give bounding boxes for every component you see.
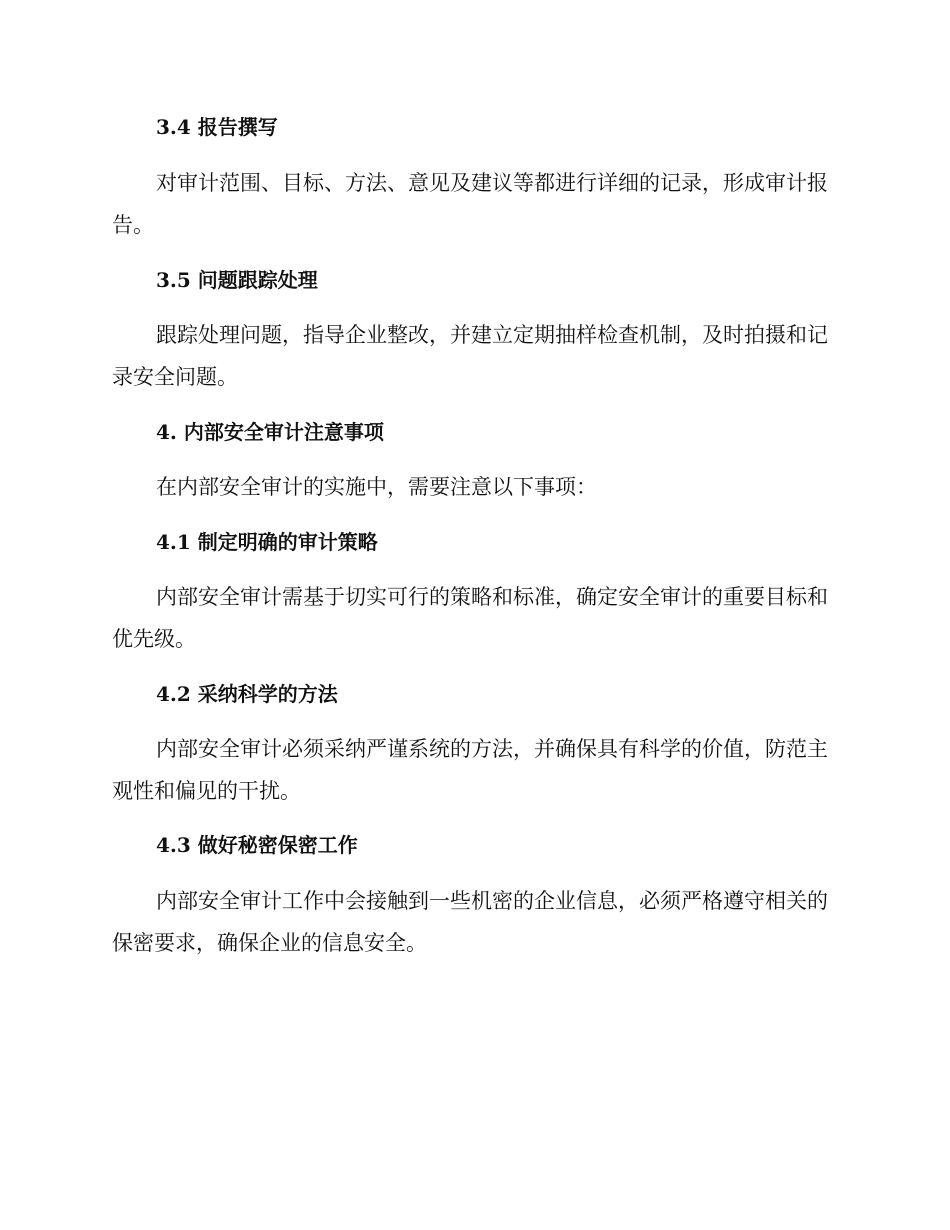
section-heading-4-2: 4.2 采纳科学的方法 xyxy=(156,682,338,706)
section-body-3-5: 跟踪处理问题，指导企业整改，并建立定期抽样检查机制，及时拍摄和记录安全问题。 xyxy=(112,323,828,389)
section-body-4-1: 内部安全审计需基于切实可行的策略和标准，确定安全审计的重要目标和优先级。 xyxy=(112,585,828,651)
section-body-4-3: 内部安全审计工作中会接触到一些机密的企业信息，必须严格遵守相关的保密要求，确保企业的信息安全。 xyxy=(112,889,828,955)
section-heading-4-3: 4.3 做好秘密保密工作 xyxy=(156,833,358,857)
section-body-4: 在内部安全审计的实施中，需要注意以下事项： xyxy=(156,475,597,499)
section-heading-3-5: 3.5 问题跟踪处理 xyxy=(156,268,318,292)
section-body-4-2: 内部安全审计必须采纳严谨系统的方法，并确保具有科学的价值，防范主观性和偏见的干扰。 xyxy=(112,737,828,803)
section-heading-4-1: 4.1 制定明确的审计策略 xyxy=(156,530,378,554)
section-heading-3-4: 3.4 报告撰写 xyxy=(156,115,278,139)
section-body-3-4: 对审计范围、目标、方法、意见及建议等都进行详细的记录，形成审计报告。 xyxy=(112,171,828,237)
section-heading-4: 4. 内部安全审计注意事项 xyxy=(156,420,384,444)
